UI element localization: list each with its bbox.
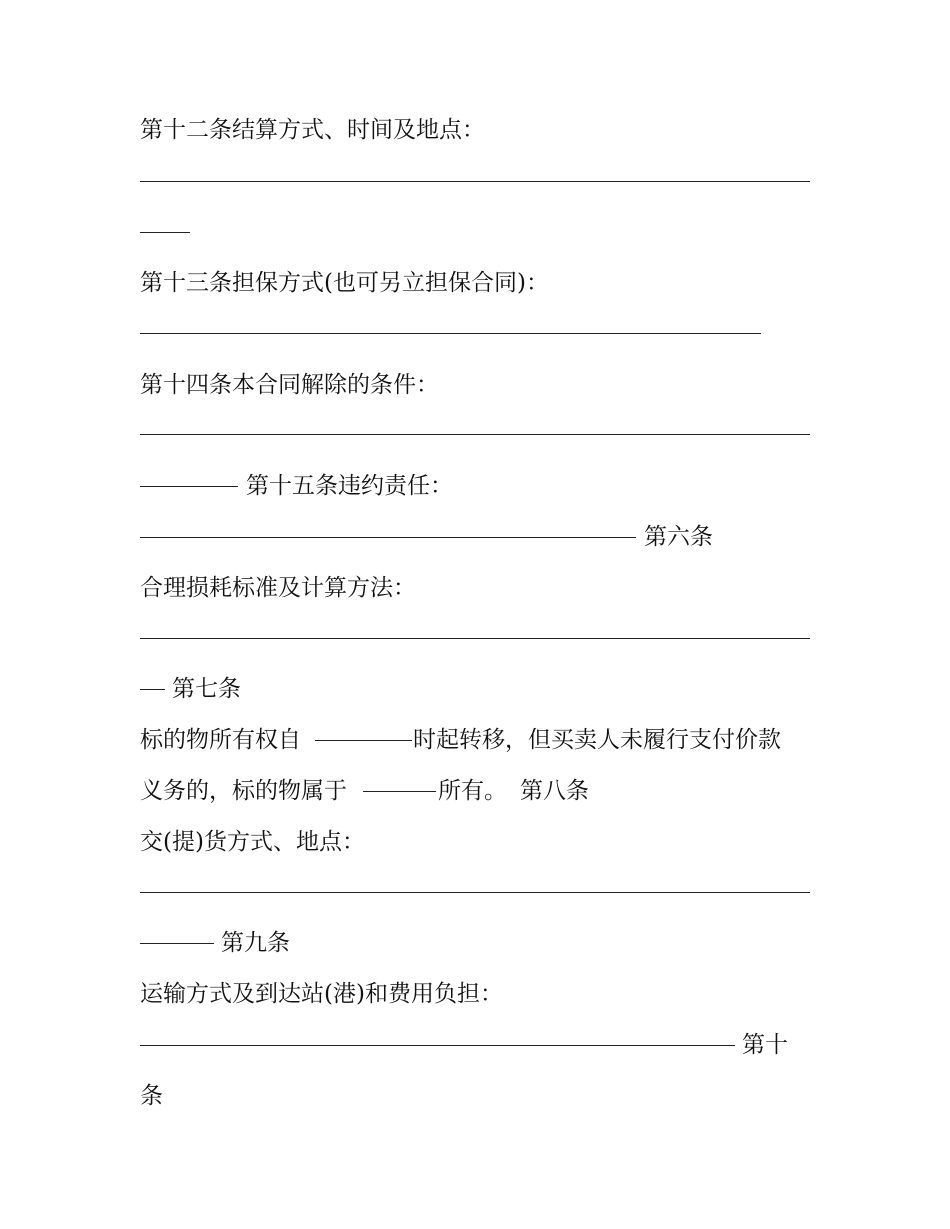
article-15-title: 第十五条违约责任：	[246, 473, 453, 499]
article-7-text-b: 时起转移，但买卖人未履行支付价款	[413, 727, 781, 753]
blank-line	[363, 791, 436, 792]
article-13-title: 第十三条担保方式(也可另立担保合同)：	[140, 270, 549, 296]
blank-line	[315, 740, 412, 741]
blank-line	[140, 943, 214, 944]
blank-line	[140, 181, 810, 182]
article-8-label: 第八条	[520, 778, 589, 804]
article-7-text-c: 义务的，标的物属于	[140, 778, 347, 804]
blank-line	[140, 486, 238, 487]
blank-line	[140, 333, 761, 334]
blank-line	[140, 892, 810, 893]
blank-line	[140, 638, 810, 639]
article-9-label: 第九条	[221, 930, 290, 956]
article-6-label: 第六条	[644, 524, 713, 550]
blank-line	[140, 434, 810, 435]
blank-line	[140, 232, 190, 233]
article-12-title: 第十二条结算方式、时间及地点：	[140, 117, 485, 143]
article-14-title: 第十四条本合同解除的条件：	[140, 372, 439, 398]
blank-line	[140, 689, 165, 690]
blank-line	[140, 537, 636, 538]
article-8-title: 交(提)货方式、地点：	[140, 829, 365, 855]
article-10-label-cont: 条	[140, 1083, 163, 1109]
article-7-text-d: 所有。	[438, 778, 507, 804]
article-7-text-a: 标的物所有权自	[140, 727, 301, 753]
blank-line	[140, 1045, 735, 1046]
article-10-label: 第十	[742, 1032, 788, 1058]
article-9-title: 运输方式及到达站(港)和费用负担：	[140, 981, 503, 1007]
article-6-title: 合理损耗标准及计算方法：	[140, 575, 416, 601]
article-7-label: 第七条	[172, 676, 241, 702]
